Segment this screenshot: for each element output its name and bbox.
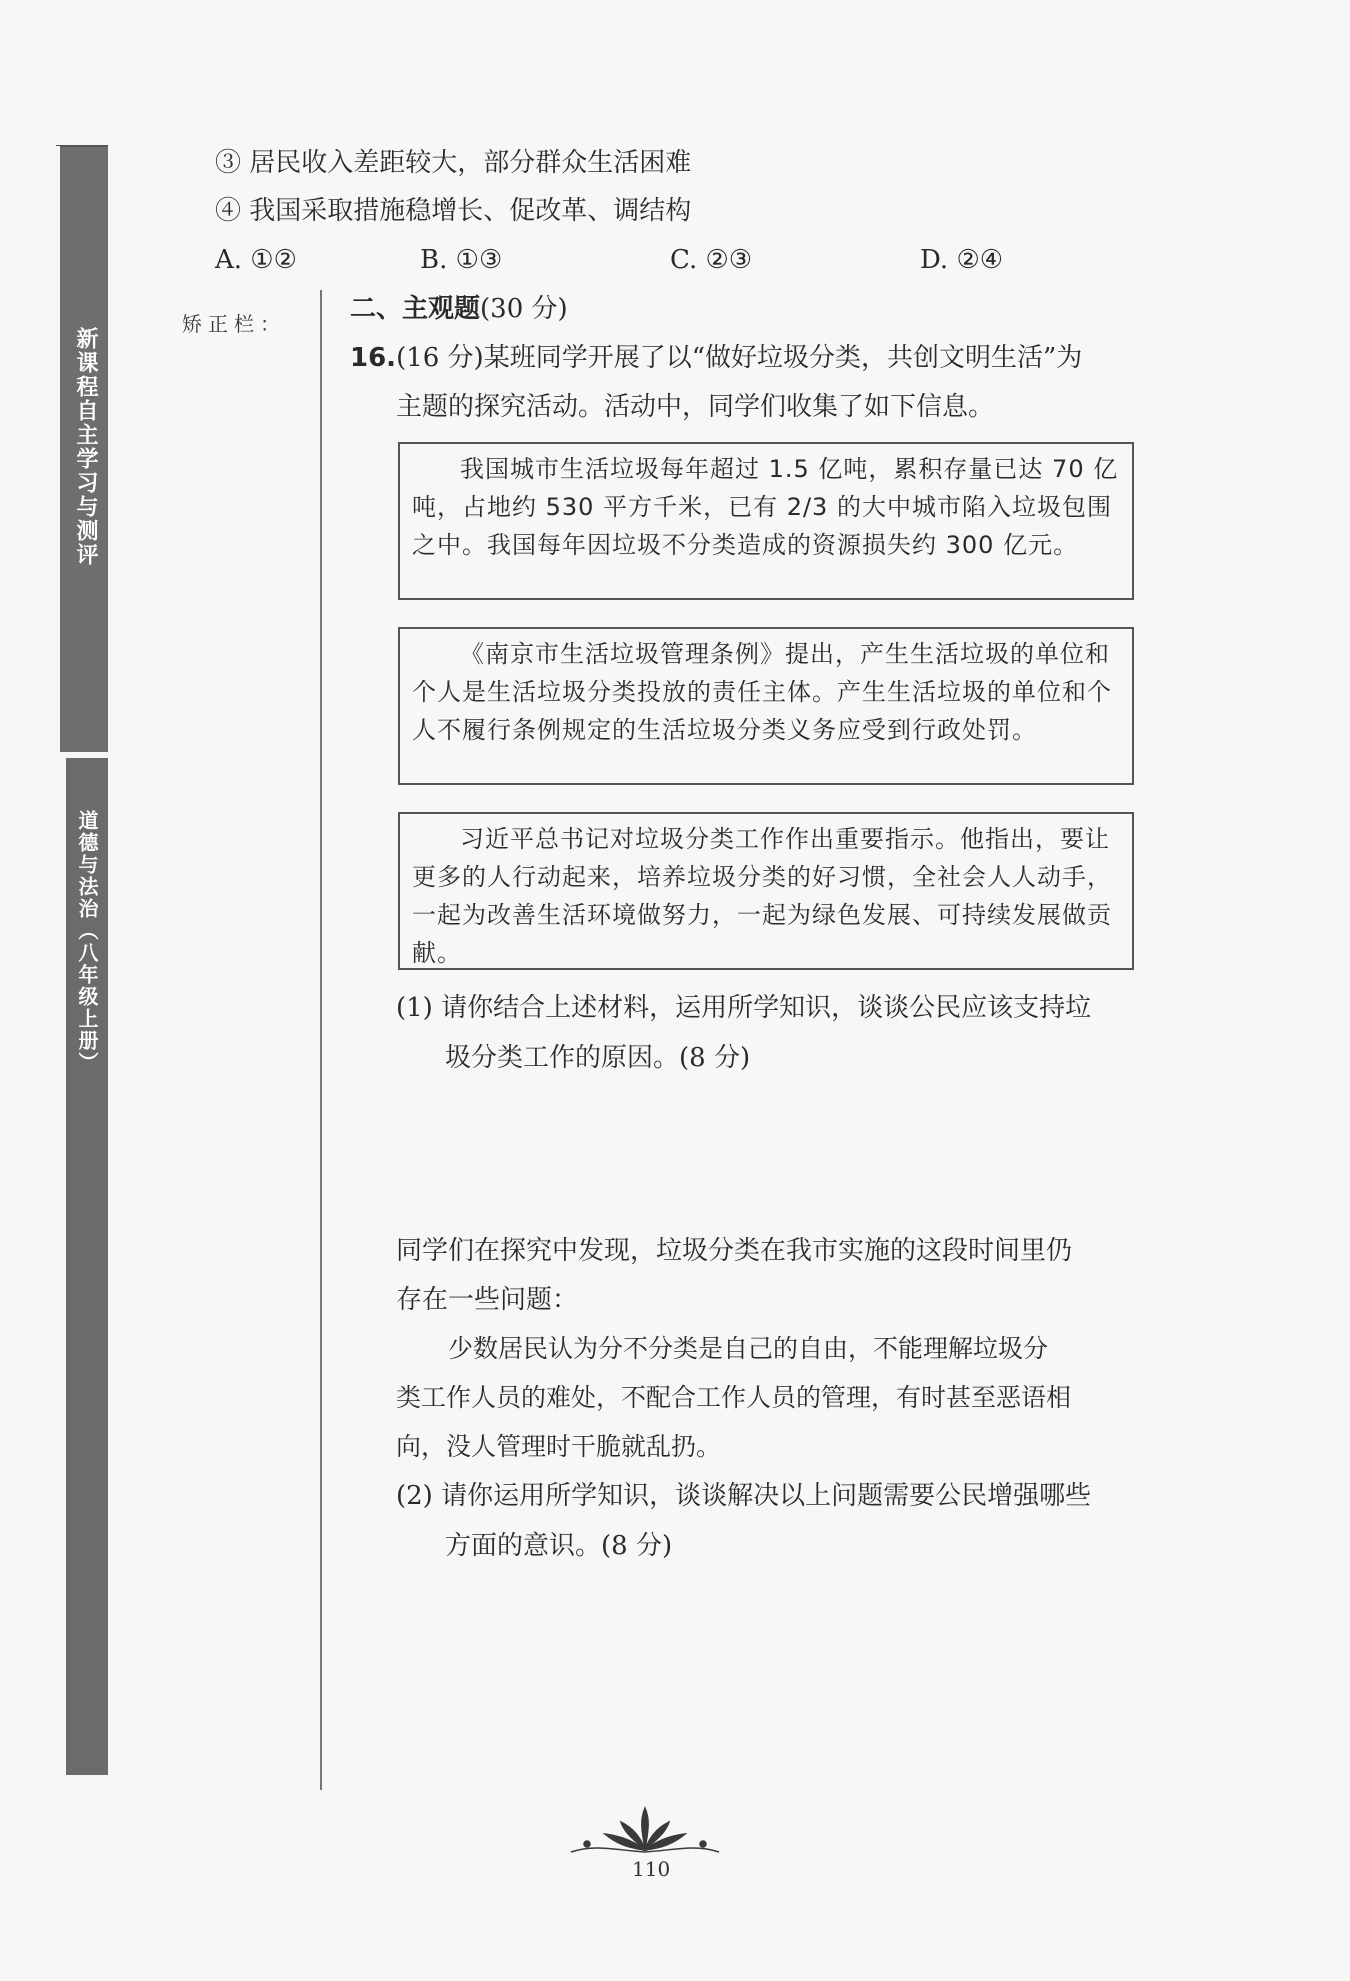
question-16-intro-line1: 16.(16 分)某班同学开展了以“做好垃圾分类，共创文明生活”为 [350,343,1083,373]
series-title: 新课程自主学习与测评 [73,327,98,567]
choice-b: B. ①③ [420,245,503,275]
material-box-2: 《南京市生活垃圾管理条例》提出，产生生活垃圾的单位和个人是生活垃圾分类投放的责任主体。产生生活垃圾的单位和个人不履行条例规定的生活垃圾分类义务应受到行政处罚。 [398,627,1134,785]
material-box-1: 我国城市生活垃圾每年超过 1.5 亿吨，累积存量已达 70 亿吨，占地约 530 平方千米，已有 2/3 的大中城市陷入垃圾包围之中。我国每年因垃圾不分类造成的资源损失约 300 亿元。 [398,442,1134,600]
finding-line2: 存在一些问题： [396,1285,579,1315]
footer-ornament-icon [565,1800,725,1860]
subquestion-1-line1: (1) 请你结合上述材料，运用所学知识，谈谈公民应该支持垃 [396,993,1092,1023]
correction-column [172,290,322,1790]
option-3: ③ 居民收入差距较大，部分群众生活困难 [215,148,692,178]
question-16-intro-line2: 主题的探究活动。活动中，同学们收集了如下信息。 [396,392,995,422]
series-tab [60,145,108,752]
problem-line3: 向，没人管理时干脆就乱扔。 [396,1432,722,1461]
finding-line1: 同学们在探究中发现，垃圾分类在我市实施的这段时间里仍 [396,1236,1073,1266]
choice-a: A. ①② [215,245,297,275]
problem-line1: 少数居民认为分不分类是自己的自由，不能理解垃圾分 [448,1334,1049,1363]
option-4: ④ 我国采取措施稳增长、促改革、调结构 [215,196,692,226]
problem-line2: 类工作人员的难处，不配合工作人员的管理，有时甚至恶语相 [396,1383,1072,1412]
page-number: 110 [632,1857,671,1881]
section-score: (30 分) [480,294,568,324]
subquestion-2-line2: 方面的意识。(8 分) [445,1531,673,1561]
choice-c: C. ②③ [670,245,753,275]
choice-d: D. ②④ [920,245,1004,275]
section-title: 二、主观题 [350,294,481,324]
subquestion-2-line1: (2) 请你运用所学知识，谈谈解决以上问题需要公民增强哪些 [396,1481,1092,1511]
correction-label: 矫正栏： [182,312,286,336]
subquestion-1-line2: 圾分类工作的原因。(8 分) [445,1043,751,1073]
book-tab [66,758,108,1775]
section-heading [350,296,568,322]
material-box-3: 习近平总书记对垃圾分类工作作出重要指示。他指出，要让更多的人行动起来，培养垃圾分类的好习惯，全社会人人动手，一起为改善生活环境做努力，一起为绿色发展、可持续发展做贡献。 [398,812,1134,970]
book-title: 道德与法治（八年级上册） [75,810,99,1074]
question-number: 16. [350,343,397,373]
